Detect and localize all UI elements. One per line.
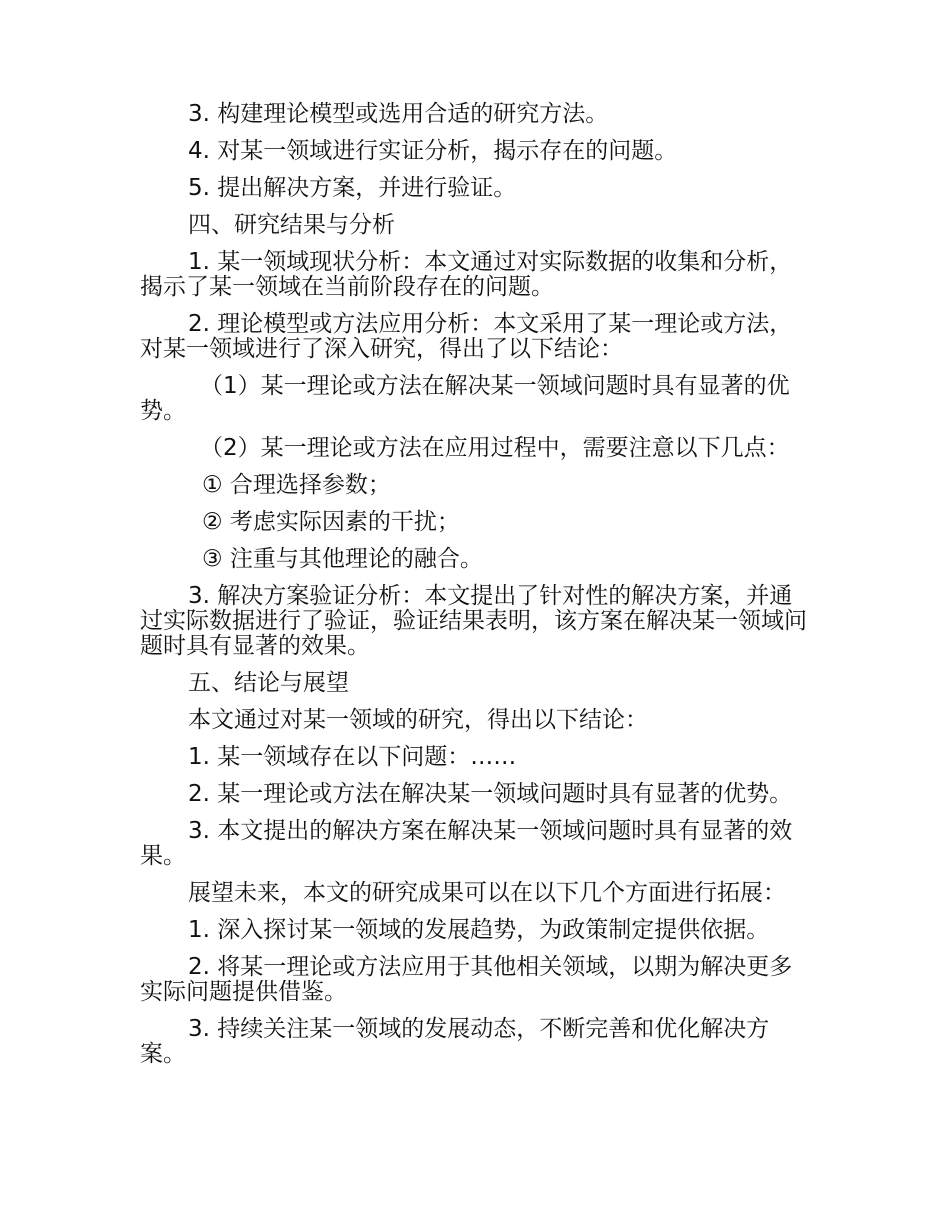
conclusion-item-3: 3. 本文提出的解决方案在解决某一领域问题时具有显著的效果。	[140, 818, 793, 869]
sub-item-notes: （2）某一理论或方法在应用过程中，需要注意以下几点：	[200, 435, 790, 461]
conclusion-item-2: 2. 某一理论或方法在解决某一领域问题时具有显著的优势。	[188, 781, 793, 807]
sub-item-advantage: （1）某一理论或方法在解决某一领域问题时具有显著的优势。	[140, 373, 790, 424]
list-item-empirical-analysis: 4. 对某一领域进行实证分析，揭示存在的问题。	[188, 138, 678, 164]
sub-point-factors: ② 考虑实际因素的干扰；	[202, 509, 460, 535]
conclusion-item-1: 1. 某一领域存在以下问题：……	[188, 744, 517, 770]
list-item-build-model: 3. 构建理论模型或选用合适的研究方法。	[188, 101, 609, 127]
outlook-item-2: 2. 将某一理论或方法应用于其他相关领域，以期为解决更多实际问题提供借鉴。	[140, 954, 793, 1005]
document-body	[140, 102, 812, 1079]
outlook-item-1: 1. 深入探讨某一领域的发展趋势，为政策制定提供依据。	[188, 917, 770, 943]
outlook-item-3: 3. 持续关注某一领域的发展动态，不断完善和优化解决方案。	[140, 1016, 770, 1067]
paragraph-status-analysis: 1. 某一领域现状分析：本文通过对实际数据的收集和分析，揭示了某一领域在当前阶段存在的问题。	[140, 249, 793, 300]
list-item-propose-solution: 5. 提出解决方案，并进行验证。	[188, 175, 517, 201]
sub-point-parameters: ① 合理选择参数；	[202, 472, 391, 498]
paragraph-conclusion-intro: 本文通过对某一领域的研究，得出以下结论：	[188, 707, 648, 733]
section-heading-conclusion: 五、结论与展望	[188, 670, 349, 696]
paragraph-outlook-intro: 展望未来，本文的研究成果可以在以下几个方面进行拓展：	[188, 880, 786, 906]
section-heading-results: 四、研究结果与分析	[188, 212, 395, 238]
paragraph-theory-application: 2. 理论模型或方法应用分析：本文采用了某一理论或方法，对某一领域进行了深入研究，得出了以下结论：	[140, 311, 793, 362]
sub-point-integration: ③ 注重与其他理论的融合。	[202, 546, 483, 572]
paragraph-solution-verification: 3. 解决方案验证分析：本文提出了针对性的解决方案，并通过实际数据进行了验证，验证结果表明，该方案在解决某一领域问题时具有显著的效果。	[140, 583, 807, 659]
